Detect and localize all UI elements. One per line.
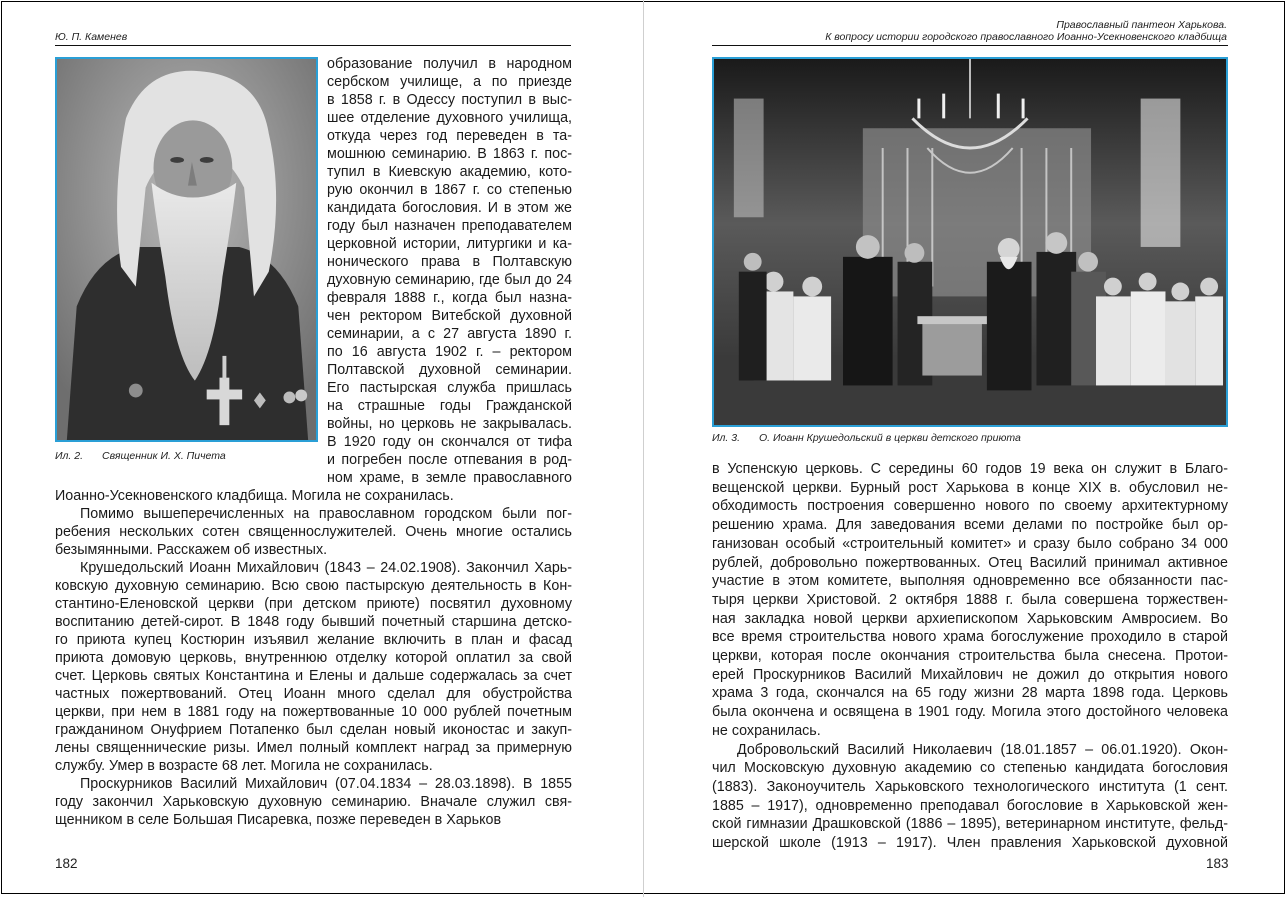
text-line: частных пожертвований. Отец Иоанн много сделал для обустройства (55, 686, 572, 702)
text-line: была окончена и освящена в 1901 году. Могила этого достойного человека (712, 704, 1228, 721)
text-line: Добровольский Василий Николаевич (18.01.1857 – 06.01.1920). Окон- (737, 741, 1228, 758)
text-line: 1885 – 1917), одновременно преподавал богословие в Харьковской жен- (712, 797, 1228, 814)
text-line: кандидата богословия. И в этом же (327, 200, 572, 216)
text-line: участие в этом комитете, выполняя одновременно все обязанности пас- (712, 573, 1228, 590)
text-line: войны, но церковь не закрывалась. (327, 416, 572, 432)
text-line: (1883). Законоучитель Харьковского технологического института (1 сент. (712, 778, 1228, 795)
page-182 (0, 0, 643, 897)
running-head-author: Ю. П. Каменев (55, 31, 128, 43)
text-line: Крушедольский Иоанн Михайлович (1843 – 24.02.1908). Закончил Харь- (80, 560, 572, 576)
text-line: нонического права в Полтавскую (327, 254, 572, 270)
text-line: лены священнические ризы. Имел полный комплект наград за примерную (55, 740, 572, 756)
figure-caption-3 (712, 432, 1021, 444)
text-line: мошнюю семинарию. В 1863 г. пос- (327, 146, 572, 162)
text-line: на страшные годы Гражданской (327, 398, 572, 414)
text-line: воспитанию детей-сирот. В 1848 году бывший почетный старшина детско- (55, 614, 572, 630)
text-line: го приюта купец Костюрин изъявил желание включить в план и фасад (55, 632, 572, 648)
text-line: ской гимназии Драшковской (1886 – 1895), ветеринарном институте, фельд- (712, 816, 1228, 833)
text-line: Проскурников Василий Михайлович (07.04.1834 – 28.03.1898). В 1855 (80, 776, 572, 792)
page-number: 183 (1206, 856, 1229, 871)
text-line: церкви, которая после окончания строительства была снесена. Протои- (712, 648, 1228, 664)
portrait-photo (55, 57, 318, 442)
text-line: году был назначен преподавателем (327, 218, 572, 234)
text-line: решению храма. Для заведования всеми делами по постройке был ор- (712, 517, 1228, 534)
text-line: ганизован особый «строительный комитет» и сразу было собрано 34 000 (712, 535, 1228, 552)
text-line: ная закладка новой церкви архиепископом Харьковским Амвросием. Во (712, 610, 1228, 627)
text-line: тупил в Киевскую академию, кото- (327, 164, 572, 180)
text-line: шерской школе (1913 – 1917). Член правления Харьковской духовной (712, 835, 1228, 851)
running-head-line-2: К вопросу истории городского православного Иоанно-Усекновенского кладбища (825, 31, 1227, 43)
text-line: церкви, при нем в 1881 году на пожертвованные 10 000 рублей почетным (55, 704, 572, 720)
text-line: ерей Проскурников Василий Михайлович не дожил до открытия нового (712, 666, 1228, 683)
text-line: духовную семинарию, где был до 24 (327, 272, 572, 288)
text-line: службу. Умер в возрасте 68 лет. Могила не сохранилась. (55, 758, 433, 774)
text-line: храма 3 года, скончался на 65 году жизни 28 марта 1898 года. Церковь (712, 685, 1228, 702)
text-line: чил Московскую духовную академию со степенью кандидата богословия (712, 760, 1228, 777)
text-line: рублей, добровольно пожертвованных. Отец Василий принимал активное (712, 554, 1228, 571)
page-number: 182 (55, 856, 78, 871)
running-head-title (825, 19, 1227, 43)
page-183 (644, 0, 1287, 897)
text-line: безымянными. Расскажем об известных. (55, 542, 328, 558)
text-line: все время строительства нового храма богослужение проходило в старой (712, 629, 1228, 646)
figure-label: Ил. 2. (55, 450, 84, 462)
text-line: церковной истории, литургики и ка- (327, 236, 572, 252)
text-line: и погребен после отпевания в род- (327, 452, 572, 468)
text-line: тыря церкви Христовой. 2 октября 1888 г. была совершена торжествен- (712, 591, 1228, 608)
text-line: образование получил в народном (327, 56, 572, 72)
text-line: Помимо вышеперечисленных на православном городском были пог- (80, 506, 572, 522)
figure-caption-2 (55, 450, 226, 462)
text-line: стантино-Еленовской церкви (при детском приюте) посвятил духовному (55, 596, 572, 612)
text-line: году закончил Харьковскую духовную семинарию. Вначале служил свя- (55, 794, 572, 810)
text-line: вещенской церкви. Бурный рост Харькова в конце XIX в. обусловил не- (712, 479, 1228, 496)
text-line: Его пастырская служба пришлась (327, 380, 572, 396)
figure-caption-text: О. Иоанн Крушедольский в церкви детского приюта (759, 432, 1021, 444)
header-rule (712, 45, 1228, 46)
text-line: гражданином Онуфрием Потапенко был сделан новый иконостас и закуп- (55, 722, 572, 738)
header-rule (55, 45, 571, 46)
text-line: чен ректором Витебской духовной (327, 308, 572, 324)
figure-label: Ил. 3. (712, 432, 741, 444)
text-line: рую окончил в 1867 г. со степенью (327, 182, 572, 198)
text-line: по 16 августа 1902 г. – ректором (327, 344, 572, 360)
text-line: сербском училище, а по приезде (327, 74, 572, 90)
text-line: счет. Церковь святых Константина и Елены и дальше содержалась за счет (55, 668, 572, 684)
text-line: откуда через год переведен в та- (327, 128, 572, 144)
text-line: в Успенскую церковь. С середины 60 годов 19 века он служит в Благо- (712, 461, 1228, 477)
text-line: ребения нескольких сотен священнослужителей. Очень многие остались (55, 524, 572, 540)
text-line: шее отделение духовного училища, (327, 110, 572, 126)
text-line: февраля 1888 г., когда был назна- (327, 290, 572, 306)
text-line: Полтавской духовной семинарии. (327, 362, 572, 378)
church-group-photo (712, 57, 1228, 427)
text-line: не сохранилась. (712, 722, 821, 739)
text-line: семинарии, а с 27 августа 1890 г. (327, 326, 572, 342)
text-line: ковскую духовную семинарию. Всю свою пастырскую деятельность в Кон- (55, 578, 572, 594)
figure-caption-text: Священник И. Х. Пичета (102, 450, 226, 462)
running-head-line-1: Православный пантеон Харькова. (1056, 19, 1227, 31)
text-line: В 1920 году он скончался от тифа (327, 434, 572, 450)
text-line: ном храме, в земле православного (327, 470, 572, 486)
text-line: приюта домовую церковь, внутреннюю отделку которой оплатил за свой (55, 650, 572, 666)
text-line: щенником в селе Большая Писаревка, позже переведен в Харьков (55, 812, 502, 828)
text-line: Иоанно-Усекновенского кладбища. Могила не сохранилась. (55, 488, 454, 504)
text-line: в 1858 г. в Одессу поступил в выс- (327, 92, 572, 108)
text-line: обходимость построения совершенно нового по своему архитектурному (712, 498, 1228, 515)
